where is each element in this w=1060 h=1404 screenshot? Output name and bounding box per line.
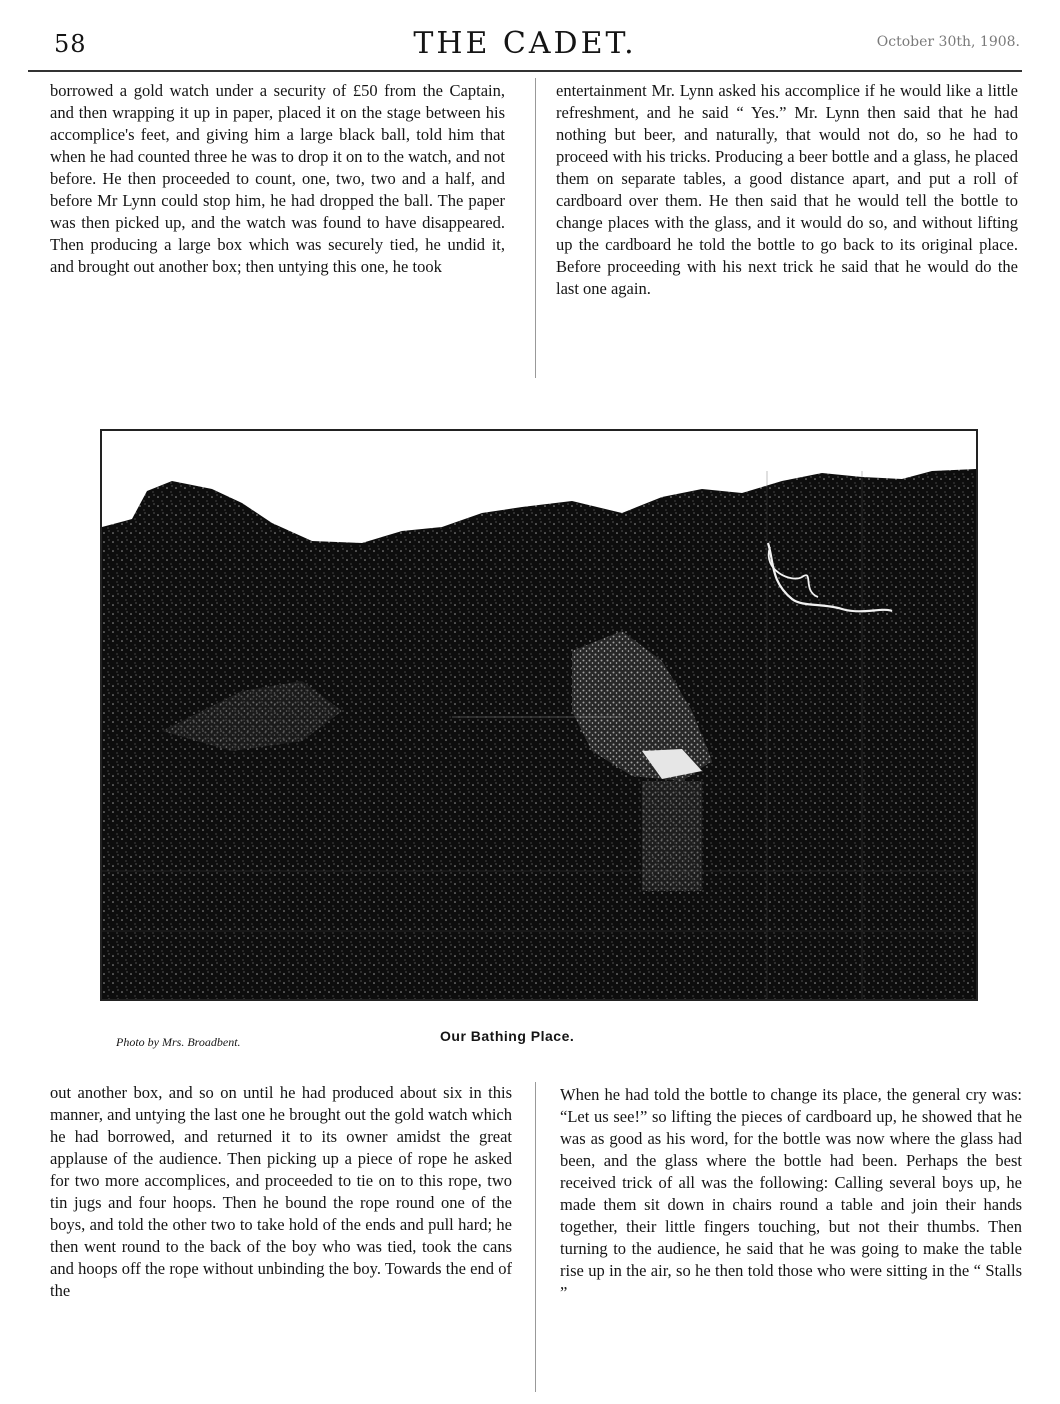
- column-divider: [535, 1082, 536, 1392]
- article-column-bottom-right: When he had told the bottle to change its place, the general cry was: “Let us see!” so lifting the pieces of cardboard up, he showed that he was as good as his word, for the bottle was now where the glass had been, and the glass where the bottle had been. Perhaps the best received trick of all was the following: Calling several boys up, he made them sit down in chairs round a table and join their hands together, their little fingers touching, but not their thumbs. Then turning to the audience, he said that he was going to make the table rise up in the air, so he then told those who were sitting in the “ Stalls ”: [560, 1085, 1022, 1302]
- issue-date: October 30th, 1908.: [876, 34, 1020, 50]
- photo-credit: Photo by Mrs. Broadbent.: [116, 1035, 241, 1049]
- photo-image: [102, 431, 976, 999]
- header-rule: [28, 70, 1022, 72]
- bathing-place-photo: [100, 429, 978, 1001]
- masthead-title: THE CADET.: [413, 26, 637, 61]
- photo-caption: Our Bathing Place.: [440, 1028, 575, 1044]
- article-column-top-right: entertainment Mr. Lynn asked his accomplice if he would like a little refreshment, and he said “ Yes.” Mr. Lynn then said that he had nothing but beer, and naturally, that would not do, so he had to proceed with his tricks. Producing a beer bottle and a glass, he placed them on separate tables, a good distance apart, and put a roll of cardboard over them. He then said that he would tell the bottle to change places with the glass, and it would do so, and without lifting up the cardboard he told the bottle to go back to its original place. Before proceeding with his next trick he said that he would do the last one again.: [556, 81, 1018, 298]
- page-header: [28, 26, 1022, 70]
- article-column-bottom-left: out another box, and so on until he had produced about six in this manner, and untying the last one he brought out the gold watch which he had borrowed, and returned it to its owner amidst the great applause of the audience. Then picking up a piece of rope he asked for two more accomplices, and proceeded to tie on to this rope, two tin jugs and four hoops. Then he bound the rope round one of the boys, and told the other two to take hold of the ends and pull hard; he then went round to the back of the boy who was tied, took the cans and hoops off the rope without unbinding the boy. Towards the end of the: [50, 1083, 512, 1300]
- column-divider: [535, 78, 536, 378]
- page-number: 58: [54, 30, 87, 58]
- article-column-top-left: borrowed a gold watch under a security of £50 from the Captain, and then wrapping it up in paper, placed it on the stage between his accomplice's feet, and giving him a large black ball, told him that when he had counted three he was to drop it on to the watch, and not before. He then proceeded to count, one, two, two and a half, and before Mr Lynn could stop him, he had dropped the ball. The paper was then picked up, and the watch was found to have disappeared. Then producing a large box which was securely tied, he undid it, and brought out another box; then untying this one, he took: [50, 81, 505, 276]
